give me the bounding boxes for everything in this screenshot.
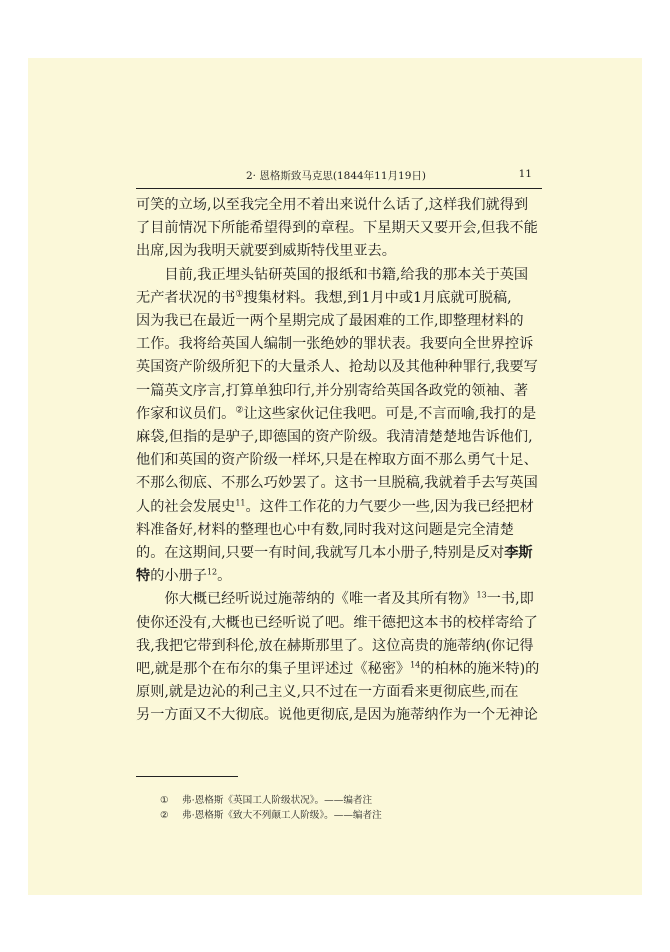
text-span: 的。在这期间,只要一有时间,我就写几本小册子,特别是反对: [136, 545, 505, 562]
text-span: 作家和议员们。: [136, 405, 236, 422]
text-line: 料准备好,材料的整理也心中有数,同时我对这问题是完全清楚: [136, 521, 514, 538]
text-line: [136, 496, 544, 519]
text-span: 人的社会发展史: [136, 498, 236, 515]
footnotes: [160, 793, 382, 823]
text-line: 不那么彻底、不那么巧妙罢了。这书一旦脱稿,我就着手去写英国: [136, 475, 538, 492]
text-span: 无产者状况的书: [136, 289, 236, 306]
text-line: 一篇英文序言,打算单独印行,并分别寄给英国各政党的领袖、著: [136, 382, 529, 399]
page-number: 11: [518, 168, 532, 180]
endnote-ref-14[interactable]: 14: [410, 660, 421, 670]
text-line: [136, 588, 544, 611]
paragraph-2: [136, 264, 544, 589]
text-line: 英国资产阶级所犯下的大量杀人、抢劫以及其他种种罪行,我要写: [136, 359, 538, 376]
endnote-ref-12[interactable]: 12: [206, 567, 218, 577]
text-line: [136, 542, 544, 565]
text-line: [136, 565, 544, 588]
text-line: 他们和英国的资产阶级一样坏,只是在榨取方面不那么勇气十足、: [136, 452, 538, 469]
text-span: 让这些家伙记住我吧。可是,不言而喻,我打的是: [243, 405, 537, 422]
footnote-mark: ①: [160, 795, 169, 806]
text-span: 的柏林的施米特)的: [420, 661, 540, 678]
text-line: 因为我已在最近一两个星期完成了最困难的工作,即整理材料的: [136, 313, 524, 330]
footnote-text: 弗·恩格斯《英国工人阶级状况》。——编者注: [182, 795, 373, 806]
text-span: 搜集材料。我想,到1月中或1月底就可脱稿,: [243, 289, 512, 306]
text-line: [136, 287, 544, 310]
footnote-1: [160, 793, 382, 808]
endnote-ref-13[interactable]: 13: [476, 590, 487, 600]
paragraph-1: [136, 194, 544, 264]
text-line: 麻袋,但指的是驴子,即德国的资产阶级。我清清楚楚地告诉他们,: [136, 429, 533, 446]
footnote-ref-2[interactable]: ②: [235, 405, 244, 416]
endnote-ref-11[interactable]: 11: [235, 497, 246, 507]
text-line: 出席,因为我明天就要到威斯特伐里亚去。: [136, 243, 396, 260]
text-span: 吧,就是那个在布尔的集子里评述过《秘密》: [136, 661, 411, 678]
running-header: [136, 168, 542, 189]
text-span: 你大概已经听说过施蒂纳的《唯一者及其所有物》: [164, 591, 477, 608]
text-span: 的小册子: [150, 568, 207, 585]
paragraph-3: [136, 588, 544, 727]
text-line: 了目前情况下所能希望得到的章程。下星期天又要开会,但我不能: [136, 220, 538, 237]
text-line: 原则,就是边沁的利己主义,只不过在一方面看来更彻底些,而在: [136, 684, 519, 701]
body-text: [136, 194, 544, 728]
text-span: 。: [217, 568, 232, 585]
text-span: 一书,即: [486, 591, 534, 608]
text-line: 目前,我正埋头钻研英国的报纸和书籍,给我的那本关于英国: [164, 266, 529, 283]
text-span: 。这件工作花的力气要少一些,因为我已经把材: [245, 498, 534, 515]
bold-name: 李斯: [504, 545, 533, 562]
footnote-mark: ②: [160, 810, 169, 821]
text-line: [136, 658, 544, 681]
text-line: 我,我把它带到科伦,放在赫斯那里了。这位高贵的施蒂纳(你记得: [136, 637, 534, 654]
text-line: 可笑的立场,以至我完全用不着出来说什么话了,这样我们就得到: [136, 197, 529, 213]
text-line: 另一方面又不大彻底。说他更彻底,是因为施蒂纳作为一个无神论: [136, 707, 538, 724]
header-title: 2· 恩格斯致马克思(1844年11月19日): [246, 170, 426, 182]
footnote-divider: [136, 776, 238, 777]
bold-name: 特: [136, 568, 151, 585]
text-line: [136, 403, 544, 426]
footnote-ref-1[interactable]: ①: [235, 289, 244, 300]
footnote-text: 弗·恩格斯《致大不列颠工人阶级》。——编者注: [182, 810, 382, 821]
text-line: 使你还没有,大概也已经听说了吧。维干德把这本书的校样寄给了: [136, 614, 538, 631]
footnote-2: [160, 808, 382, 823]
text-line: 工作。我将给英国人编制一张绝妙的罪状表。我要向全世界控诉: [136, 336, 534, 353]
